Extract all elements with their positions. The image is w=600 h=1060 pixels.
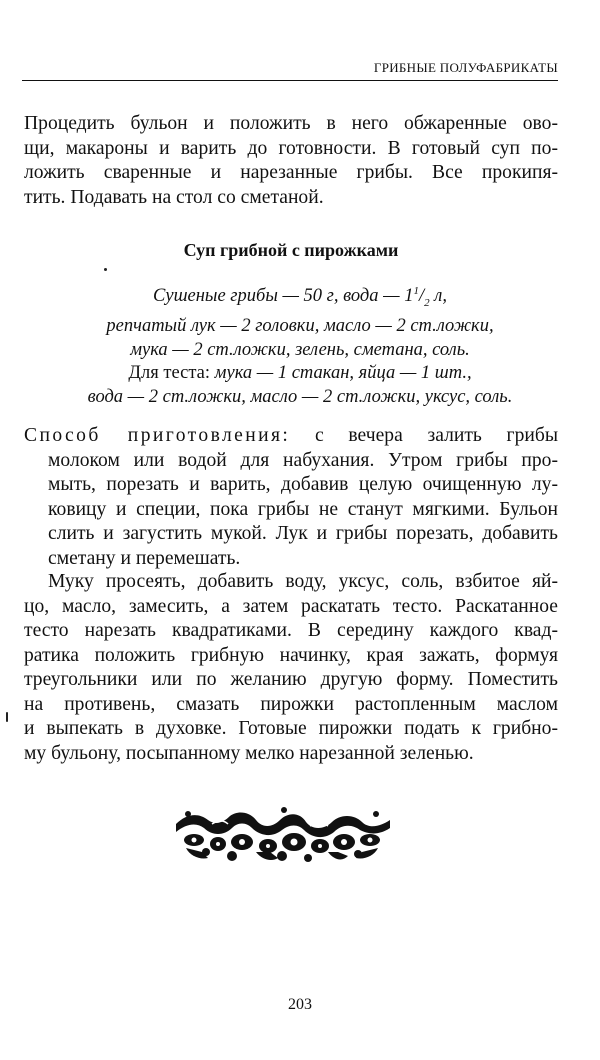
method-paragraph-2 [24, 570, 558, 766]
running-title: ГРИБНЫЕ ПОЛУФАБРИКАТЫ [373, 60, 558, 75]
method-line: тесто нарезать квадратиками. В середину каждого квад- [24, 620, 558, 641]
ingredients-line: Сушеные грибы — 50 г, вода — $1^1/_2$ л, [153, 285, 447, 309]
ingredients-line: Для теста: мука — 1 стакан, яйца — 1 шт., [128, 363, 472, 384]
dough-label: Для теста: [128, 363, 211, 384]
page-number: 203 [288, 996, 312, 1013]
intro-paragraph [24, 112, 558, 210]
ingredients-line: мука — 2 ст.ложки, зелень, сметана, соль. [130, 339, 470, 360]
ingredients-block [40, 280, 560, 409]
method-line: треугольники или по желанию другую форму. Поместить [24, 669, 558, 690]
ingredients-line: репчатый лук — 2 головки, масло — 2 ст.ложки, [106, 316, 494, 337]
method-line: мыть, порезать и варить, добавив целую очищенную лу- [48, 474, 558, 495]
method-line: слить и загустить мукой. Лук и грибы порезать, добавить [48, 523, 558, 544]
method-line: Способ приготовления: с вечера залить грибы [24, 425, 558, 446]
method-paragraph-1 [24, 424, 558, 571]
recipe-title: Суп грибной с пирожками [183, 240, 399, 260]
intro-line: тить. Подавать на стол со сметаной. [24, 186, 324, 208]
intro-line: Процедить бульон и положить в него обжаренные ово- [24, 113, 558, 134]
floral-vignette-icon [172, 802, 394, 864]
intro-line: ложить сваренные и нарезанные грибы. Все прокипя- [24, 162, 558, 183]
method-label: Способ приготовления: [24, 425, 291, 446]
print-speck [6, 712, 8, 722]
ingredients-line: вода — 2 ст.ложки, масло — 2 ст.ложки, уксус, соль. [87, 386, 513, 407]
method-line: му бульону, посыпанному мелко нарезанной зеленью. [24, 742, 474, 764]
method-line: цо, масло, замесить, а затем раскатать тесто. Раскатанное [24, 595, 558, 617]
method-line: ратика положить грибную начинку, края зажать, формуя [24, 644, 558, 666]
intro-line: щи, макароны и варить до готовности. В готовый суп по- [24, 137, 558, 159]
method-line: ковицу и специи, пока грибы не станут мягкими. Бульон [48, 498, 558, 520]
method-line: и выпекать в духовке. Готовые пирожки подать к грибно- [24, 718, 558, 739]
method-line: Муку просеять, добавить воду, уксус, соль, взбитое яй- [48, 571, 558, 592]
method-line: молоком или водой для набухания. Утром грибы про- [48, 449, 558, 471]
method-line: на противень, смазать пирожки растопленным маслом [24, 693, 558, 715]
running-header [22, 60, 558, 81]
print-speck [104, 268, 107, 271]
method-line: сметану и перемешать. [48, 547, 241, 569]
